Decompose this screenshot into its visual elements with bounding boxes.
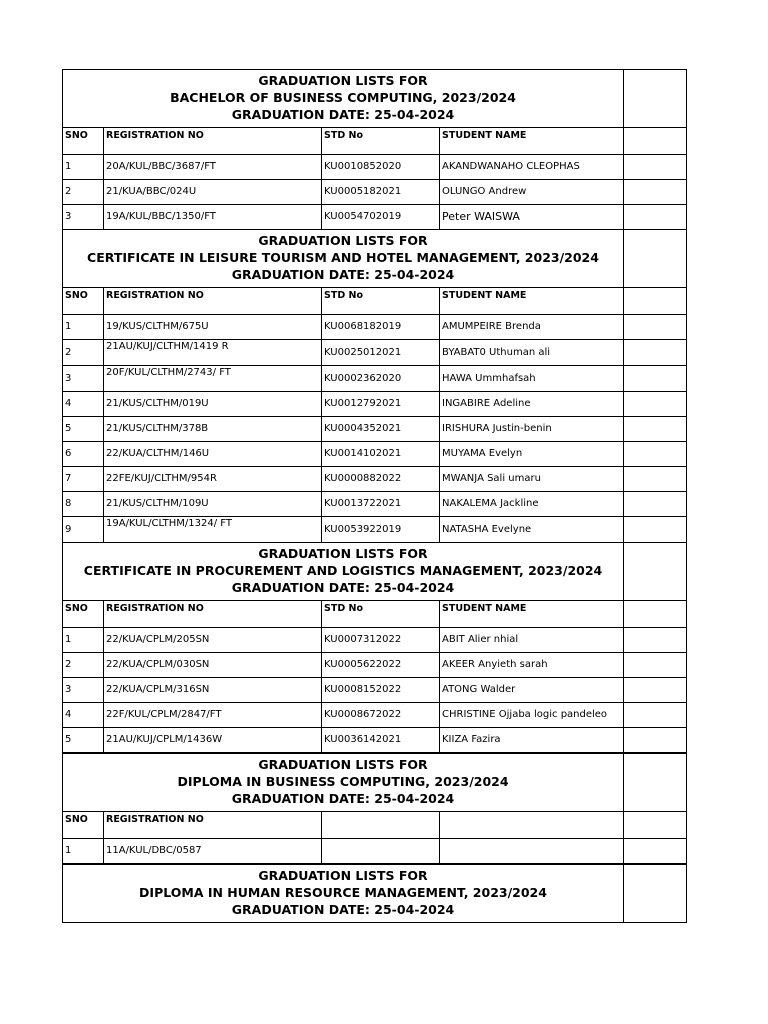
sno-cell: 2 xyxy=(63,180,104,205)
student-name-cell: OLUNGO Andrew xyxy=(440,180,624,205)
registration-no-cell: 20A/KUL/BBC/3687/FT xyxy=(104,155,322,180)
column-header: REGISTRATION NO xyxy=(104,128,322,155)
section-title-line: DIPLOMA IN BUSINESS COMPUTING, 2023/2024 xyxy=(177,774,509,789)
column-header-row xyxy=(63,128,687,155)
student-name-cell: IRISHURA Justin-benin xyxy=(440,417,624,442)
sno-cell: 6 xyxy=(63,442,104,467)
table-row xyxy=(63,467,687,492)
sno-cell: 4 xyxy=(63,392,104,417)
student-name-cell: ABIT Alier nhial xyxy=(440,628,624,653)
section-title-row xyxy=(63,70,687,128)
sno-cell: 8 xyxy=(63,492,104,517)
registration-no-cell: 21AU/KUJ/CLTHM/1419 R xyxy=(104,340,322,366)
registration-no-cell: 22/KUA/CPLM/316SN xyxy=(104,678,322,703)
blank-cell xyxy=(624,230,687,288)
std-no-cell: KU0068182019 xyxy=(322,315,440,340)
blank-cell xyxy=(624,864,687,923)
blank-cell xyxy=(624,180,687,205)
blank-cell xyxy=(624,517,687,543)
student-name-cell: MWANJA Sali umaru xyxy=(440,467,624,492)
sno-cell: 1 xyxy=(63,628,104,653)
column-header: REGISTRATION NO xyxy=(104,601,322,628)
table-row xyxy=(63,155,687,180)
sno-cell: 4 xyxy=(63,703,104,728)
blank-cell xyxy=(624,812,687,839)
table-row xyxy=(63,315,687,340)
student-name-cell: NAKALEMA Jackline xyxy=(440,492,624,517)
graduation-list-sheet xyxy=(62,69,686,923)
registration-no-cell: 22FE/KUJ/CLTHM/954R xyxy=(104,467,322,492)
std-no-cell: KU0025012021 xyxy=(322,340,440,366)
column-header xyxy=(322,812,440,839)
column-header-row xyxy=(63,601,687,628)
section-title-line: GRADUATION DATE: 25-04-2024 xyxy=(231,107,455,122)
section-title-line: GRADUATION LISTS FOR xyxy=(258,73,428,88)
student-name-cell: MUYAMA Evelyn xyxy=(440,442,624,467)
student-name-cell: BYABAT0 Uthuman ali xyxy=(440,340,624,366)
section-title xyxy=(63,864,624,923)
student-name-cell: ATONG Walder xyxy=(440,678,624,703)
registration-no-cell: 19A/KUL/CLTHM/1324/ FT xyxy=(104,517,322,543)
std-no-cell: KU0036142021 xyxy=(322,728,440,754)
table-row xyxy=(63,703,687,728)
table-row xyxy=(63,340,687,366)
registration-no-cell: 22F/KUL/CPLM/2847/FT xyxy=(104,703,322,728)
student-name-cell: AKANDWANAHO CLEOPHAS xyxy=(440,155,624,180)
std-no-cell: KU0008152022 xyxy=(322,678,440,703)
blank-cell xyxy=(624,467,687,492)
blank-cell xyxy=(624,315,687,340)
blank-cell xyxy=(624,442,687,467)
section-title-row xyxy=(63,753,687,812)
sno-cell: 9 xyxy=(63,517,104,543)
blank-cell xyxy=(624,753,687,812)
std-no-cell: KU0002362020 xyxy=(322,366,440,392)
table-row xyxy=(63,728,687,754)
blank-cell xyxy=(624,366,687,392)
sno-cell: 1 xyxy=(63,839,104,865)
column-header: STD No xyxy=(322,128,440,155)
blank-cell xyxy=(624,543,687,601)
section-title-line: GRADUATION LISTS FOR xyxy=(258,546,428,561)
std-no-cell: KU0014102021 xyxy=(322,442,440,467)
std-no-cell xyxy=(322,839,440,865)
column-header-row xyxy=(63,812,687,839)
column-header: SNO xyxy=(63,601,104,628)
blank-cell xyxy=(624,839,687,865)
section-title-row xyxy=(63,864,687,923)
registration-no-cell: 20F/KUL/CLTHM/2743/ FT xyxy=(104,366,322,392)
sno-cell: 5 xyxy=(63,417,104,442)
blank-cell xyxy=(624,392,687,417)
column-header xyxy=(440,812,624,839)
column-header: REGISTRATION NO xyxy=(104,812,322,839)
table-row xyxy=(63,678,687,703)
blank-cell xyxy=(624,678,687,703)
section-title-row xyxy=(63,543,687,601)
std-no-cell: KU0010852020 xyxy=(322,155,440,180)
column-header: REGISTRATION NO xyxy=(104,288,322,315)
table-row xyxy=(63,517,687,543)
student-name-cell: AMUMPEIRE Brenda xyxy=(440,315,624,340)
column-header: STUDENT NAME xyxy=(440,288,624,315)
student-name-cell: CHRISTINE Ojjaba logic pandeleo xyxy=(440,703,624,728)
registration-no-cell: 21/KUS/CLTHM/378B xyxy=(104,417,322,442)
std-no-cell: KU0012792021 xyxy=(322,392,440,417)
registration-no-cell: 19/KUS/CLTHM/675U xyxy=(104,315,322,340)
blank-cell xyxy=(624,417,687,442)
section-title-line: GRADUATION DATE: 25-04-2024 xyxy=(231,902,455,917)
column-header: SNO xyxy=(63,128,104,155)
column-header-row xyxy=(63,288,687,315)
student-name-cell: AKEER Anyieth sarah xyxy=(440,653,624,678)
student-name-cell: HAWA Ummhafsah xyxy=(440,366,624,392)
section-title-line: GRADUATION DATE: 25-04-2024 xyxy=(231,791,455,806)
registration-no-cell: 21/KUA/BBC/024U xyxy=(104,180,322,205)
column-header: STD No xyxy=(322,288,440,315)
graduation-table xyxy=(62,69,687,923)
table-row xyxy=(63,492,687,517)
blank-cell xyxy=(624,128,687,155)
section-title-row xyxy=(63,230,687,288)
std-no-cell: KU0005622022 xyxy=(322,653,440,678)
section-title-line: GRADUATION LISTS FOR xyxy=(258,868,428,883)
sno-cell: 3 xyxy=(63,678,104,703)
sno-cell: 7 xyxy=(63,467,104,492)
section-title-line: BACHELOR OF BUSINESS COMPUTING, 2023/2024 xyxy=(170,90,516,105)
section-title xyxy=(63,543,624,601)
std-no-cell: KU0054702019 xyxy=(322,205,440,230)
table-row xyxy=(63,839,687,865)
column-header: SNO xyxy=(63,288,104,315)
blank-cell xyxy=(624,288,687,315)
std-no-cell: KU0004352021 xyxy=(322,417,440,442)
registration-no-cell: 22/KUA/CPLM/205SN xyxy=(104,628,322,653)
section-title-line: GRADUATION DATE: 25-04-2024 xyxy=(231,267,455,282)
std-no-cell: KU0005182021 xyxy=(322,180,440,205)
registration-no-cell: 21/KUS/CLTHM/109U xyxy=(104,492,322,517)
column-header: STUDENT NAME xyxy=(440,128,624,155)
blank-cell xyxy=(624,155,687,180)
blank-cell xyxy=(624,340,687,366)
table-row xyxy=(63,205,687,230)
section-title xyxy=(63,230,624,288)
section-title-line: GRADUATION LISTS FOR xyxy=(258,757,428,772)
table-row xyxy=(63,653,687,678)
table-row xyxy=(63,180,687,205)
section-title-line: DIPLOMA IN HUMAN RESOURCE MANAGEMENT, 2023/2024 xyxy=(139,885,547,900)
std-no-cell: KU0000882022 xyxy=(322,467,440,492)
registration-no-cell: 19A/KUL/BBC/1350/FT xyxy=(104,205,322,230)
table-row xyxy=(63,366,687,392)
registration-no-cell: 22/KUA/CLTHM/146U xyxy=(104,442,322,467)
section-title xyxy=(63,753,624,812)
blank-cell xyxy=(624,70,687,128)
blank-cell xyxy=(624,205,687,230)
student-name-cell: KIIZA Fazira xyxy=(440,728,624,754)
registration-no-cell: 21AU/KUJ/CPLM/1436W xyxy=(104,728,322,754)
table-row xyxy=(63,417,687,442)
registration-no-cell: 22/KUA/CPLM/030SN xyxy=(104,653,322,678)
sno-cell: 1 xyxy=(63,315,104,340)
std-no-cell: KU0053922019 xyxy=(322,517,440,543)
column-header: SNO xyxy=(63,812,104,839)
blank-cell xyxy=(624,703,687,728)
section-title-line: GRADUATION DATE: 25-04-2024 xyxy=(231,580,455,595)
std-no-cell: KU0013722021 xyxy=(322,492,440,517)
table-row xyxy=(63,392,687,417)
table-row xyxy=(63,442,687,467)
student-name-cell: NATASHA Evelyne xyxy=(440,517,624,543)
student-name-cell: INGABIRE Adeline xyxy=(440,392,624,417)
sno-cell: 2 xyxy=(63,653,104,678)
registration-no-cell: 11A/KUL/DBC/0587 xyxy=(104,839,322,865)
sno-cell: 1 xyxy=(63,155,104,180)
column-header: STD No xyxy=(322,601,440,628)
student-name-cell: Peter WAISWA xyxy=(440,205,624,230)
sno-cell: 3 xyxy=(63,205,104,230)
blank-cell xyxy=(624,492,687,517)
table-row xyxy=(63,628,687,653)
sno-cell: 5 xyxy=(63,728,104,754)
std-no-cell: KU0008672022 xyxy=(322,703,440,728)
student-name-cell xyxy=(440,839,624,865)
blank-cell xyxy=(624,601,687,628)
section-title-line: CERTIFICATE IN PROCUREMENT AND LOGISTICS MANAGEMENT, 2023/2024 xyxy=(83,563,603,578)
blank-cell xyxy=(624,728,687,754)
blank-cell xyxy=(624,628,687,653)
section-title-line: CERTIFICATE IN LEISURE TOURISM AND HOTEL MANAGEMENT, 2023/2024 xyxy=(87,250,599,265)
section-title-line: GRADUATION LISTS FOR xyxy=(258,233,428,248)
sno-cell: 2 xyxy=(63,340,104,366)
column-header: STUDENT NAME xyxy=(440,601,624,628)
registration-no-cell: 21/KUS/CLTHM/019U xyxy=(104,392,322,417)
std-no-cell: KU0007312022 xyxy=(322,628,440,653)
blank-cell xyxy=(624,653,687,678)
sno-cell: 3 xyxy=(63,366,104,392)
section-title xyxy=(63,70,624,128)
